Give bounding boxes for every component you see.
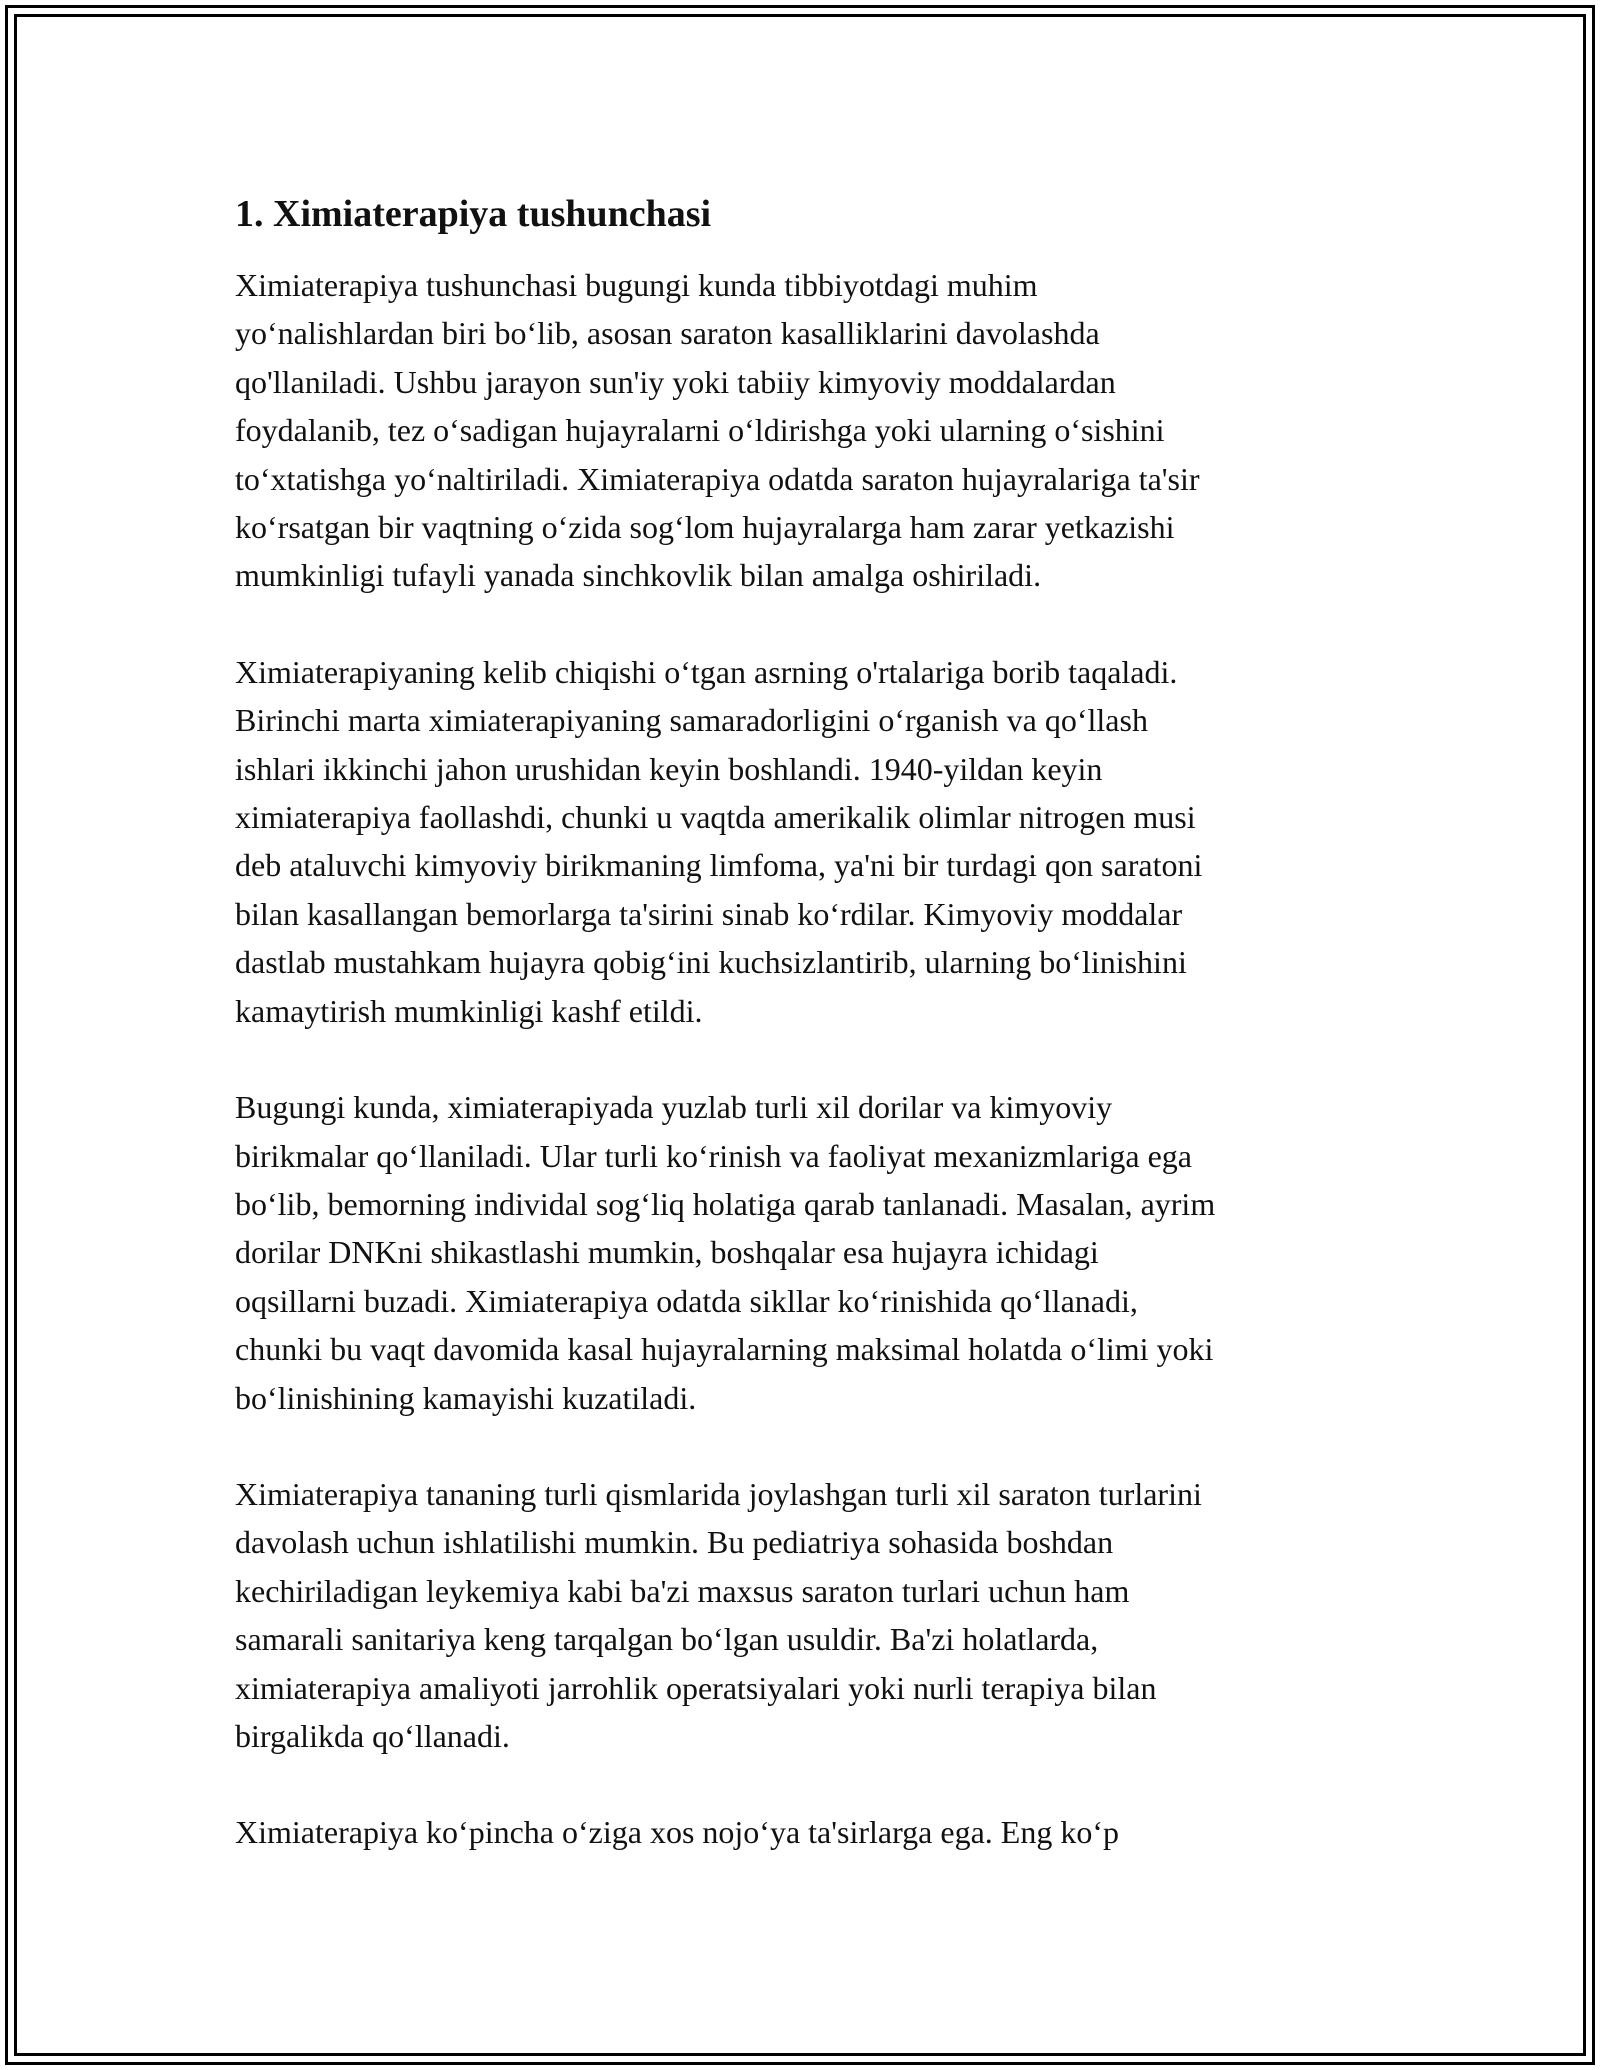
text-line: kechiriladigan leykemiya kabi ba'zi maxsus saraton turlari uchun ham <box>235 1572 1130 1609</box>
text-line: dastlab mustahkam hujayra qobig‘ini kuchsizlantirib, ularning bo‘linishini <box>235 944 1187 981</box>
paragraph-2 <box>235 648 1375 1035</box>
paragraph-3 <box>235 1083 1375 1422</box>
text-line: ishlari ikkinchi jahon urushidan keyin boshlandi. 1940-yildan keyin <box>235 750 1103 787</box>
text-line: bo‘linishining kamayishi kuzatiladi. <box>235 1379 697 1416</box>
text-line: birikmalar qo‘llaniladi. Ular turli ko‘rinish va faoliyat mexanizmlariga ega <box>235 1137 1192 1174</box>
text-line: Birinchi marta ximiaterapiyaning samaradorligini o‘rganish va qo‘llash <box>235 702 1148 739</box>
paragraph-5 <box>235 1808 1375 1856</box>
text-line: ko‘rsatgan bir vaqtning o‘zida sog‘lom hujayralarga ham zarar yetkazishi <box>235 509 1175 546</box>
text-line: deb ataluvchi kimyoviy birikmaning limfoma, ya'ni bir turdagi qon saratoni <box>235 847 1203 884</box>
document-body <box>235 186 1375 1905</box>
text-line: birgalikda qo‘llanadi. <box>235 1717 510 1754</box>
section-heading: 1. Ximiaterapiya tushunchasi <box>235 193 712 235</box>
text-line: samarali sanitariya keng tarqalgan bo‘lgan usuldir. Ba'zi holatlarda, <box>235 1621 1099 1658</box>
paragraph-1 <box>235 261 1375 600</box>
text-line: to‘xtatishga yo‘naltiriladi. Ximiaterapiya odatda saraton hujayralariga ta'sir <box>235 460 1200 497</box>
text-line: dorilar DNKni shikastlashi mumkin, boshqalar esa hujayra ichidagi <box>235 1234 1099 1271</box>
text-line: mumkinligi tufayli yanada sinchkovlik bilan amalga oshiriladi. <box>235 557 1042 594</box>
text-line: Ximiaterapiya ko‘pincha o‘ziga xos nojo‘ya ta'sirlarga ega. Eng ko‘p <box>235 1814 1119 1851</box>
text-line: davolash uchun ishlatilishi mumkin. Bu pediatriya sohasida boshdan <box>235 1524 1114 1561</box>
text-line: Ximiaterapiya tushunchasi bugungi kunda tibbiyotdagi muhim <box>235 267 1038 303</box>
text-line: ximiaterapiya amaliyoti jarrohlik operatsiyalari yoki nurli terapiya bilan <box>235 1669 1157 1706</box>
text-line: chunki bu vaqt davomida kasal hujayralarning maksimal holatda o‘limi yoki <box>235 1331 1214 1368</box>
text-line: qo'llaniladi. Ushbu jarayon sun'iy yoki tabiiy kimyoviy moddalardan <box>235 363 1116 400</box>
text-line: ximiaterapiya faollashdi, chunki u vaqtda amerikalik olimlar nitrogen musi <box>235 799 1196 836</box>
text-line: kamaytirish mumkinligi kashf etildi. <box>235 992 703 1029</box>
paragraph-4 <box>235 1470 1375 1760</box>
text-line: bo‘lib, bemorning individal sog‘liq holatiga qarab tanlanadi. Masalan, ayrim <box>235 1185 1216 1222</box>
text-line: Bugungi kunda, ximiaterapiyada yuzlab turli xil dorilar va kimyoviy <box>235 1089 1113 1126</box>
text-line: yo‘nalishlardan biri bo‘lib, asosan saraton kasalliklarini davolashda <box>235 315 1100 352</box>
text-line: bilan kasallangan bemorlarga ta'sirini sinab ko‘rdilar. Kimyoviy moddalar <box>235 895 1183 932</box>
text-line: foydalanib, tez o‘sadigan hujayralarni o‘ldirishga yoki ularning o‘sishini <box>235 412 1165 449</box>
text-line: Ximiaterapiya tananing turli qismlarida joylashgan turli xil saraton turlarini <box>235 1475 1202 1512</box>
text-line: oqsillarni buzadi. Ximiaterapiya odatda sikllar ko‘rinishida qo‘llanadi, <box>235 1282 1138 1319</box>
text-line: Ximiaterapiyaning kelib chiqishi o‘tgan asrning o'rtalariga borib taqaladi. <box>235 653 1178 690</box>
